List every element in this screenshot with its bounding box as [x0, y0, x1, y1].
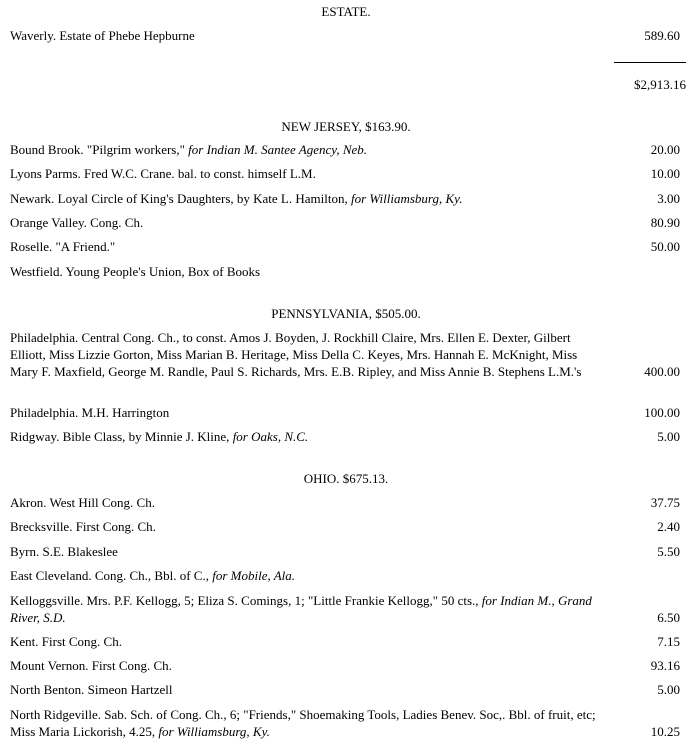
- list-item: [10, 681, 686, 698]
- list-item: [10, 543, 686, 560]
- entry-amount: 5.00: [657, 682, 680, 697]
- entry-text: Ridgway. Bible Class, by Minnie J. Kline,: [10, 429, 230, 444]
- entry-text: Waverly. Estate of Phebe Hepburne: [10, 28, 195, 43]
- list-item: [10, 494, 686, 511]
- entry-amount: 10.00: [650, 166, 680, 181]
- entry-amount: 10.25: [650, 724, 680, 739]
- list-item: [10, 329, 686, 380]
- entry-amount: 5.00: [657, 429, 680, 444]
- entry-text: Akron. West Hill Cong. Ch.: [10, 495, 155, 510]
- entry-amount: 400.00: [644, 364, 680, 379]
- entry-italic: for Mobile, Ala.: [212, 568, 296, 583]
- entry-amount: 589.60: [644, 28, 680, 43]
- entry-italic: for Williamsburg, Ky.: [158, 724, 270, 739]
- entry-amount: 100.00: [644, 405, 680, 420]
- entry-text: Roselle. "A Friend.": [10, 239, 116, 254]
- entry-amount: 5.50: [657, 544, 680, 559]
- entry-text: Westfield. Young People's Union, Box of Books: [10, 264, 261, 279]
- list-item: [10, 592, 686, 626]
- entry-italic: for Oaks, N.C.: [232, 429, 309, 444]
- list-item: [10, 404, 686, 421]
- entry-text: Byrn. S.E. Blakeslee: [10, 544, 118, 559]
- list-item: [10, 190, 686, 207]
- entry-amount: 37.75: [650, 495, 680, 510]
- list-item: [10, 518, 686, 535]
- section-heading-pennsylvania: PENNSYLVANIA, $505.00.: [271, 306, 421, 321]
- section-heading-ohio: OHIO. $675.13.: [303, 471, 389, 486]
- list-item: [10, 428, 686, 445]
- entry-text: Kelloggsville. Mrs. P.F. Kellogg, 5; Eliza S. Comings, 1; "Little Frankie Kellogg," 50 cts.,: [10, 593, 479, 608]
- entry-text: Bound Brook. "Pilgrim workers,": [10, 142, 185, 157]
- entry-amount: 20.00: [650, 142, 680, 157]
- list-item: [10, 567, 686, 584]
- section-heading-estate: ESTATE.: [321, 4, 371, 19]
- entry-amount: 7.15: [657, 634, 680, 649]
- entry-text: Lyons Parms. Fred W.C. Crane. bal. to const. himself L.M.: [10, 166, 316, 181]
- entry-amount: 6.50: [657, 610, 680, 625]
- entry-text: Brecksville. First Cong. Ch.: [10, 519, 156, 534]
- list-item: [10, 141, 686, 158]
- entry-text: Mount Vernon. First Cong. Ch.: [10, 658, 172, 673]
- list-item: [10, 27, 686, 44]
- entry-text: North Benton. Simeon Hartzell: [10, 682, 173, 697]
- entry-text: Orange Valley. Cong. Ch.: [10, 215, 144, 230]
- entry-text: North Ridgeville. Sab. Sch. of Cong. Ch., 6; "Friends," Shoemaking Tools, Ladies Benev. Soc,. Bbl. of fruit, etc; Miss Maria Lickorish, 4.25,: [10, 707, 596, 739]
- estate-total: $2,913.16: [634, 77, 686, 92]
- entry-amount: 80.90: [650, 215, 680, 230]
- list-item: [10, 633, 686, 650]
- total-rule: [614, 62, 686, 63]
- entry-text: Newark. Loyal Circle of King's Daughters, by Kate L. Hamilton,: [10, 191, 348, 206]
- section-heading-new-jersey: NEW JERSEY, $163.90.: [281, 119, 411, 134]
- list-item: [10, 214, 686, 231]
- list-item: [10, 263, 686, 280]
- entry-italic: for Indian M., Grand River, S.D.: [10, 593, 592, 625]
- entry-amount: 2.40: [657, 519, 680, 534]
- list-item: [10, 706, 686, 740]
- entry-italic: for Williamsburg, Ky.: [350, 191, 463, 206]
- entry-text: East Cleveland. Cong. Ch., Bbl. of C.,: [10, 568, 209, 583]
- entry-text: Philadelphia. M.H. Harrington: [10, 405, 170, 420]
- entry-amount: 50.00: [650, 239, 680, 254]
- entry-text: Kent. First Cong. Ch.: [10, 634, 122, 649]
- entry-amount: 93.16: [650, 658, 680, 673]
- entry-italic: for Indian M. Santee Agency, Neb.: [188, 142, 368, 157]
- list-item: [10, 238, 686, 255]
- entry-amount: 3.00: [657, 191, 680, 206]
- entry-text: Philadelphia. Central Cong. Ch., to const. Amos J. Boyden, J. Rockhill Claire, Mrs. Ellen E. Dexter, Gilbert Elliott, Miss Lizzie Gorton, Miss Marian B. Heritage, Miss Della C. Keyes, Mrs. Hannah E. McKnight, Miss Mary F. Maxfield, George M. Randle, Paul S. Richards, Mrs. E.B. Ripley, and Miss Annie B. Stephens L.M.'s: [10, 330, 582, 379]
- list-item: [10, 165, 686, 182]
- list-item: [10, 657, 686, 674]
